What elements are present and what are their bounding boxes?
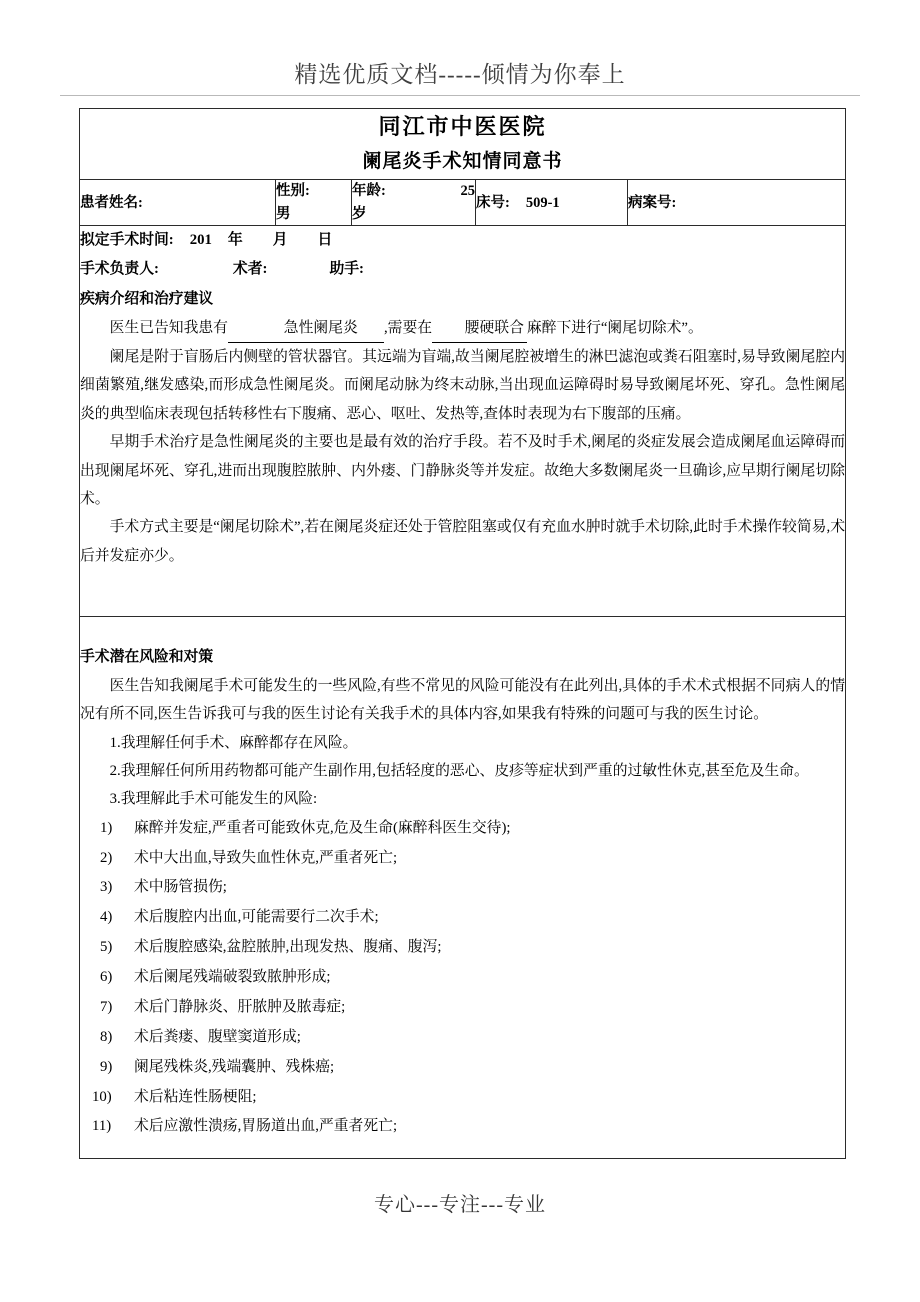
day-unit: 日 (317, 232, 333, 249)
list-item (80, 844, 845, 874)
risk-item-text: 术后腹腔感染,盆腔脓肿,出现发热、腹痛、腹泻; (134, 939, 442, 956)
risk-item-number: 10) (92, 1088, 112, 1105)
list-item (80, 903, 845, 933)
document-title: 阑尾炎手术知情同意书 (362, 151, 563, 173)
disease-paragraph-2: 早期手术治疗是急性阑尾炎的主要也是最有效的治疗手段。若不及时手术,阑尾的炎症发展会造成阑尾血运障碍而出现阑尾坏死、穿孔,进而出现腹腔脓肿、内外瘘、门静脉炎等并发症。故绝大多数阑尾炎一旦确诊,应早期行阑尾切除术。 (80, 434, 845, 508)
risk-item-text: 术后腹腔内出血,可能需要行二次手术; (134, 909, 379, 926)
list-item (80, 814, 845, 844)
disease-paragraph-1: 阑尾是附于盲肠后内侧壁的管状器官。其远端为盲端,故当阑尾腔被增生的淋巴滤泡或粪石阻塞时,易导致阑尾腔内细菌繁殖,继发感染,而形成急性阑尾炎。而阑尾动脉为终末动脉,当出现血运障碍时易导致阑尾坏死、穿孔。急性阑尾炎的典型临床表现包括转移性右下腹痛、恶心、呕吐、发热等,查体时表现为右下腹部的压痛。 (80, 349, 845, 422)
risk-item-number: 11) (92, 1118, 112, 1135)
page-footer (0, 1188, 920, 1217)
disease-section-row (80, 226, 846, 617)
gender-value: 男 (276, 205, 291, 222)
list-item (80, 1053, 845, 1083)
age-value: 25 (460, 183, 475, 200)
risk-item-text: 术后粪瘘、腹壁窦道形成; (134, 1028, 301, 1045)
patient-name-cell[interactable] (80, 180, 276, 226)
disease-section-heading: 疾病介绍和治疗建议 (80, 291, 214, 308)
risk-section-cell (80, 617, 846, 1159)
page-header-divider (60, 95, 860, 96)
list-item (80, 1083, 845, 1113)
risk-intro-paragraph: 医生告知我阑尾手术可能发生的一些风险,有些不常见的风险可能没有在此列出,具体的手术术式根据不同病人的情况有所不同,医生告诉我可与我的医生讨论有关我手术的具体内容,如果我有特殊的问题可与我的医生讨论。 (80, 677, 845, 723)
record-label: 病案号: (628, 194, 677, 211)
disease-intro-suffix: 麻醉下进行“阑尾切除术”。 (526, 319, 703, 336)
anesthesia-fill-field[interactable]: 腰硬联合 (432, 314, 527, 343)
risk-section-row (80, 617, 846, 1159)
risk-item-text: 术后门静脉炎、肝脓肿及脓毒症; (134, 998, 346, 1015)
title-row (80, 109, 846, 180)
patient-gender-cell[interactable] (276, 180, 352, 226)
bed-value: 509-1 (525, 194, 560, 211)
risk-item-text: 阑尾残株炎,残端囊肿、残株癌; (134, 1058, 335, 1075)
disease-section-spacer (80, 570, 845, 616)
risk-item-text: 术后阑尾残端破裂致脓肿形成; (134, 969, 331, 986)
risk-item-number: 1) (100, 819, 113, 836)
bed-label: 床号: (476, 194, 510, 211)
risk-statement-2: 2.我理解任何所用药物都可能产生副作用,包括轻度的恶心、皮疹等症状到严重的过敏性休克,甚至危及生命。 (109, 762, 809, 779)
list-item (80, 963, 845, 993)
disease-section-cell (80, 226, 846, 617)
patient-bed-cell[interactable] (476, 180, 628, 226)
risk-item-number: 2) (100, 849, 113, 866)
list-item (80, 1112, 845, 1142)
risk-item-text: 麻醉并发症,严重者可能致休克,危及生命(麻醉科医生交待); (134, 819, 511, 836)
disease-intro-prefix: 医生已告知我患有 (109, 319, 228, 336)
patient-info-row (80, 180, 846, 226)
risk-section-spacer (80, 1142, 845, 1158)
staff-line (80, 255, 845, 283)
hospital-name: 同江市中医医院 (378, 114, 547, 139)
disease-intro-paragraph (80, 314, 845, 343)
planned-time-label: 拟定手术时间: (80, 232, 174, 249)
list-item (80, 873, 845, 903)
chief-surgeon-label: 手术负责人: (80, 260, 159, 277)
year-unit: 年 (227, 232, 243, 249)
risk-item-text: 术中大出血,导致失血性休克,严重者死亡; (134, 849, 398, 866)
risk-item-number: 7) (100, 998, 113, 1015)
consent-form-table (79, 108, 846, 1159)
gender-label: 性别: (276, 183, 310, 200)
operator-label: 术者: (232, 260, 268, 277)
page-footer-text: 专心---专注---专业 (374, 1194, 546, 1216)
patient-age-cell[interactable] (352, 180, 476, 226)
list-item (80, 993, 845, 1023)
age-unit: 岁 (352, 205, 367, 222)
risk-statement-3: 3.我理解此手术可能发生的风险: (109, 791, 318, 808)
page-header-text: 精选优质文档-----倾情为你奉上 (294, 62, 626, 87)
risk-item-text: 术后粘连性肠梗阻; (134, 1088, 257, 1105)
risk-statement-1: 1.我理解任何手术、麻醉都存在风险。 (109, 734, 358, 751)
list-item (80, 1023, 845, 1053)
risk-item-number: 6) (100, 969, 113, 986)
risk-item-text: 术后应激性溃疡,胃肠道出血,严重者死亡; (134, 1118, 398, 1135)
list-item (80, 933, 845, 963)
disease-intro-mid: ,需要在 (383, 319, 433, 336)
patient-name-label: 患者姓名: (80, 194, 143, 211)
page-header-banner (60, 56, 860, 96)
risk-section-heading: 手术潜在风险和对策 (80, 649, 214, 666)
patient-record-cell[interactable] (628, 180, 846, 226)
planned-year-value[interactable]: 201 (189, 232, 212, 249)
disease-paragraph-3: 手术方式主要是“阑尾切除术”,若在阑尾炎症还处于管腔阻塞或仅有充血水肿时就手术切除,此时手术操作较简易,术后并发症亦少。 (80, 519, 845, 564)
assistant-label: 助手: (329, 260, 364, 277)
risk-item-number: 4) (100, 909, 113, 926)
month-unit: 月 (272, 232, 288, 249)
risk-item-number: 8) (100, 1028, 113, 1045)
risk-item-number: 5) (100, 939, 113, 956)
diagnosis-fill-field[interactable]: 急性阑尾炎 (228, 314, 384, 343)
title-cell (80, 109, 846, 180)
risk-item-list (80, 814, 845, 1143)
risk-item-number: 3) (100, 879, 113, 896)
risk-item-text: 术中肠管损伤; (134, 879, 227, 896)
planned-time-line (80, 226, 845, 254)
age-label: 年龄: (352, 183, 386, 200)
risk-item-number: 9) (100, 1058, 113, 1075)
